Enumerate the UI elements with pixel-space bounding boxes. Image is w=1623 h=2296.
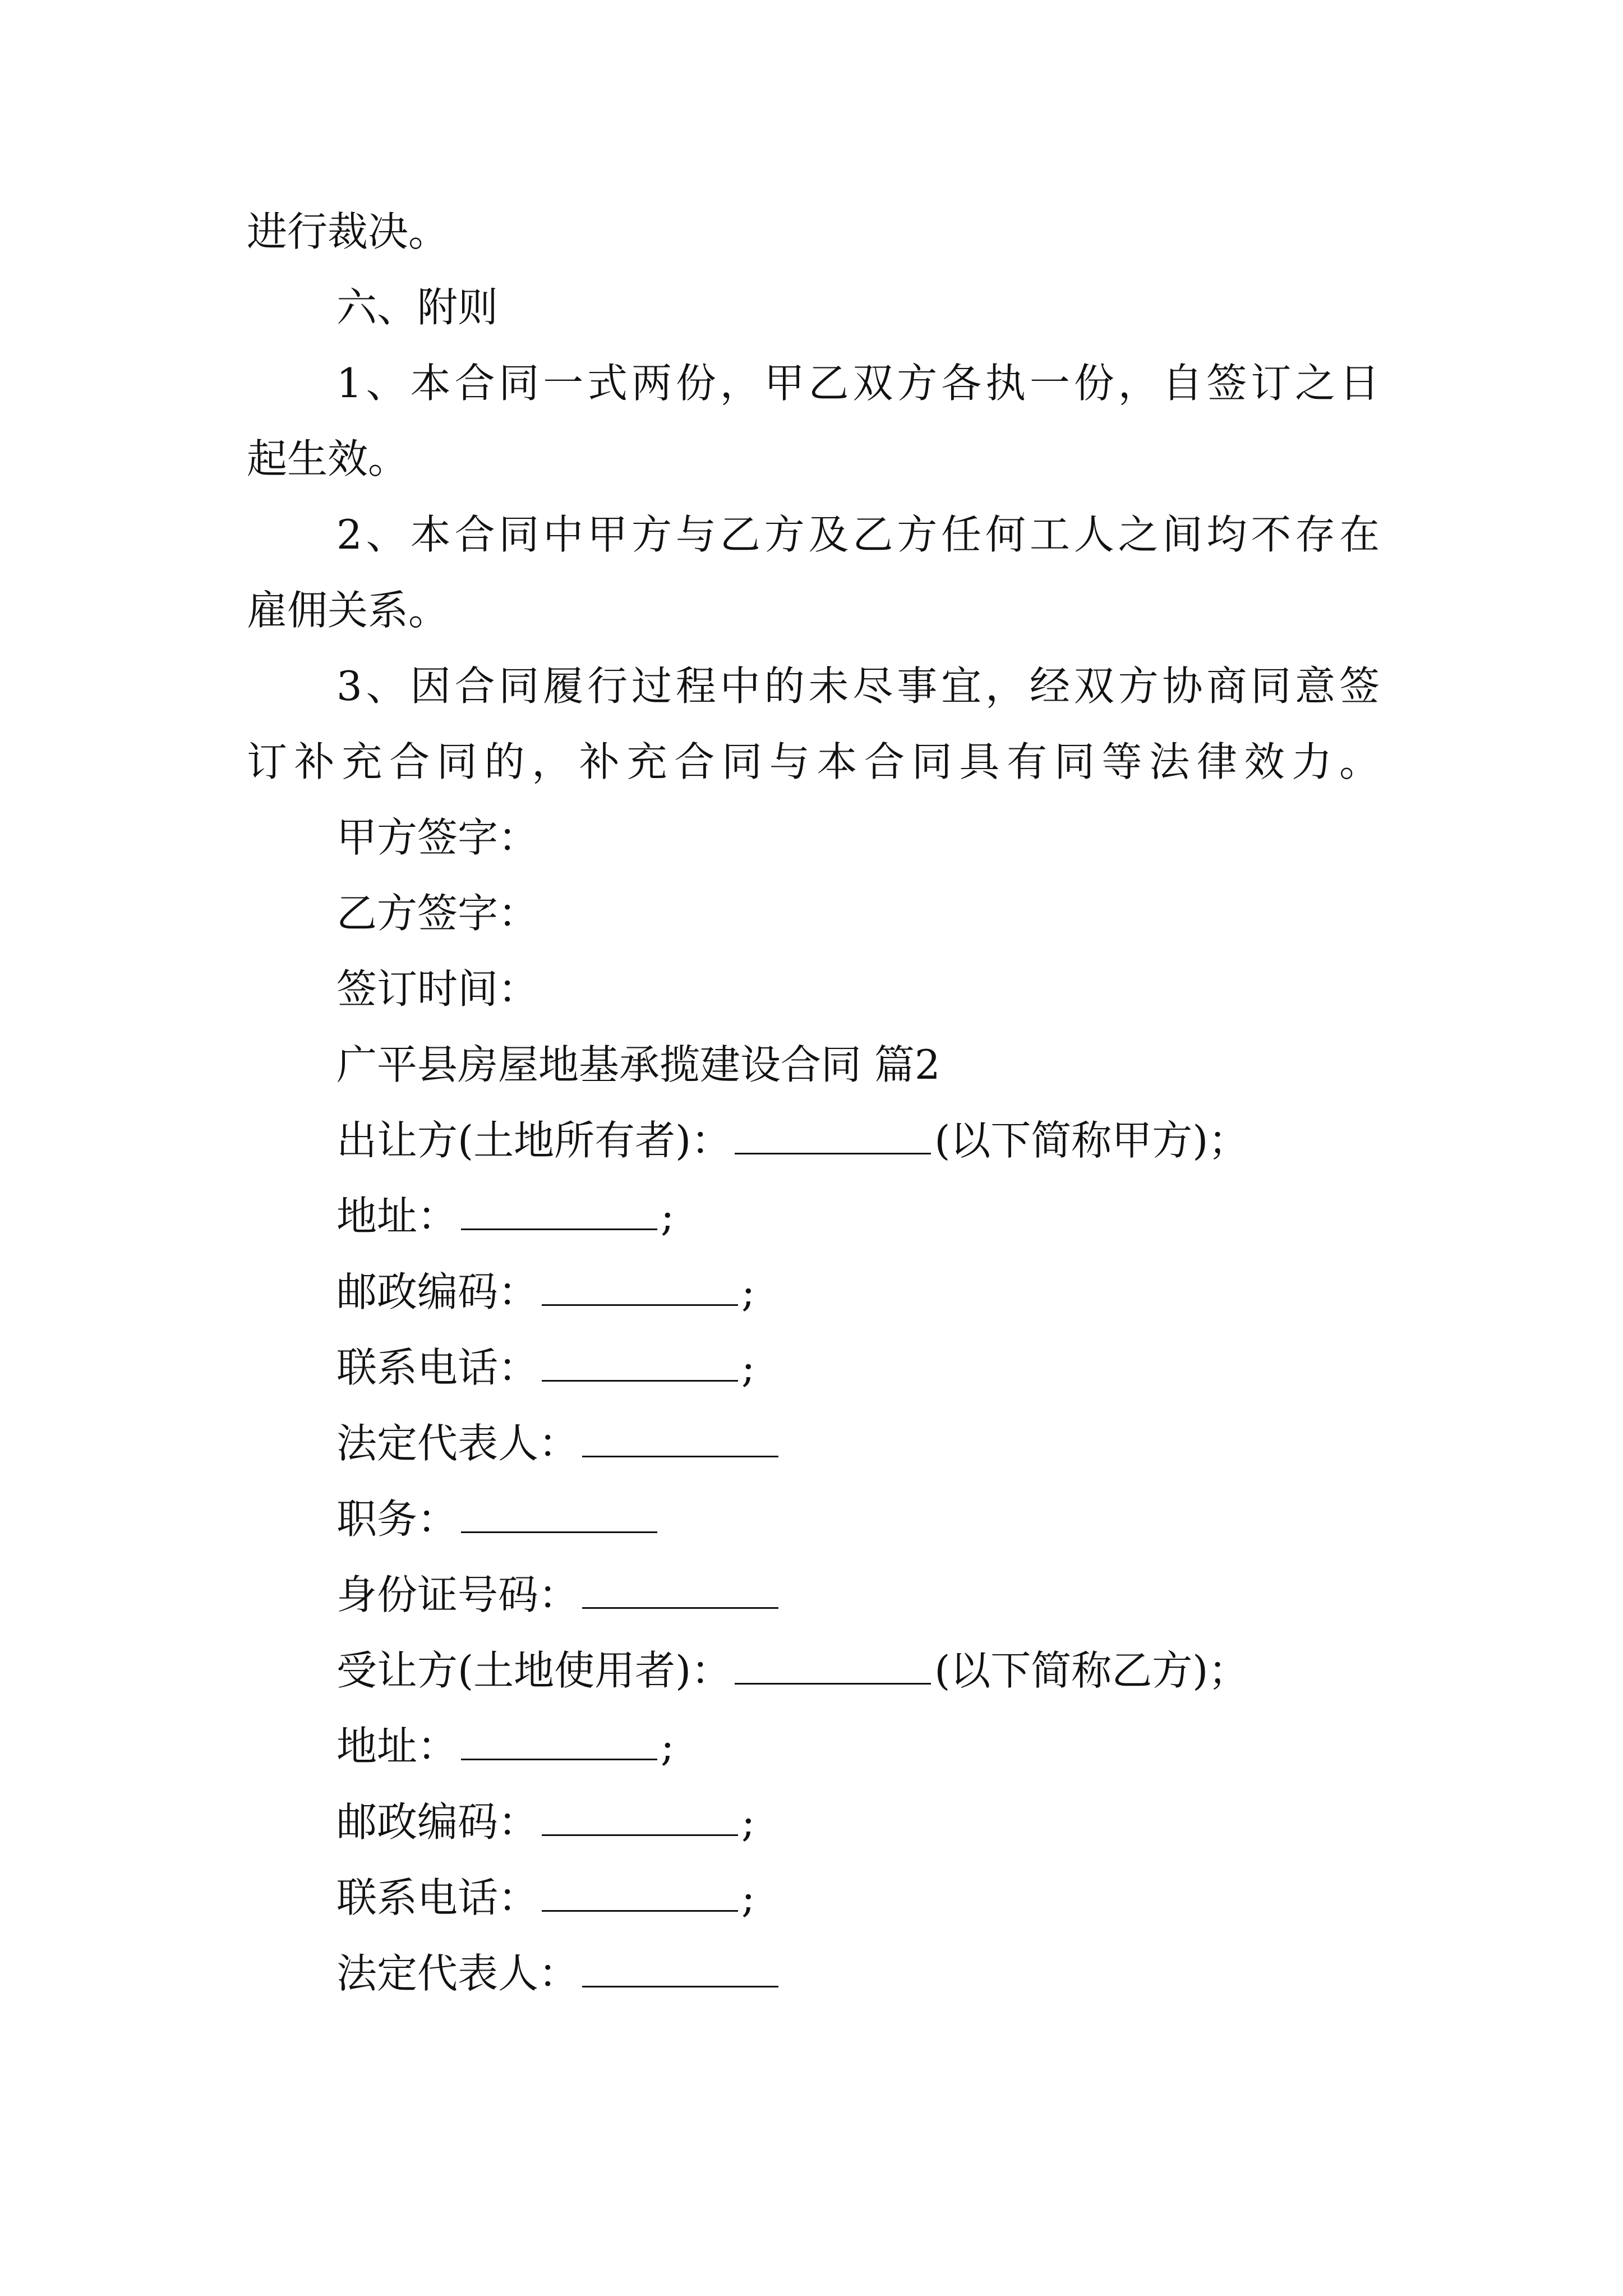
fill-in-blank [542,1340,738,1382]
field-row [336,1718,674,1774]
field-row [336,1415,782,1471]
fill-in-blank [461,1188,657,1230]
field-row [336,1491,661,1547]
field-row [336,1188,674,1244]
paragraph-line: 雇佣关系。 [247,587,449,634]
paragraph-line: 3、因合同履行过程中的未尽事宜，经双方协商同意签 [336,662,1380,710]
field-row [336,1945,782,2001]
paragraph-line: 2、本合同中甲方与乙方及乙方任何工人之间均不存在 [336,511,1380,558]
field-suffix: ; [741,1798,755,1846]
section-heading: 六、附则 [336,284,499,331]
fill-in-blank [582,1415,778,1457]
fill-in-blank [542,1794,738,1836]
field-label: 地址： [336,1723,458,1770]
field-label: 联系电话： [336,1874,539,1921]
field-label: 邮政编码： [336,1268,539,1315]
field-label: 受让方(土地使用者)： [336,1647,732,1694]
field-row [336,1870,755,1926]
fill-in-blank [735,1642,931,1685]
paragraph-line: 起生效。 [247,435,409,482]
field-label: 职务： [336,1496,458,1543]
field-suffix: ; [661,1723,675,1770]
fill-in-blank [461,1718,657,1760]
fill-in-blank [542,1264,738,1306]
signature-line-party-b: 乙方签字： [336,890,539,937]
field-label: 地址： [336,1193,458,1240]
fill-in-blank [582,1567,778,1609]
paragraph-line: 进行裁决。 [247,208,449,255]
field-suffix: ; [741,1268,755,1315]
field-suffix: (以下简称甲方)； [934,1117,1249,1164]
field-row [336,1642,1248,1699]
fill-in-blank [735,1112,931,1154]
paragraph-line: 订补充合同的，补充合同与本合同具有同等法律效力。 [247,738,1380,785]
field-row [336,1794,755,1850]
fill-in-blank [582,1945,778,1987]
field-suffix: ; [661,1193,675,1240]
signing-date-line: 签订时间： [336,965,539,1013]
fill-in-blank [461,1491,657,1533]
field-label: 联系电话： [336,1344,539,1391]
field-suffix: (以下简称乙方)； [934,1647,1249,1694]
field-row [336,1112,1248,1168]
field-label: 法定代表人： [336,1950,579,1997]
paragraph-line: 1、本合同一式两份，甲乙双方各执一份，自签订之日 [336,360,1380,407]
field-label: 身份证号码： [336,1571,579,1618]
field-row [336,1264,755,1320]
field-label: 法定代表人： [336,1420,579,1467]
field-suffix: ; [741,1344,755,1391]
field-row [336,1340,755,1396]
field-row [336,1567,782,1623]
signature-line-party-a: 甲方签字： [336,814,539,861]
document-title: 广平县房屋地基承揽建设合同 篇2 [336,1041,940,1088]
field-suffix: ; [741,1874,755,1921]
fill-in-blank [542,1870,738,1912]
field-label: 出让方(土地所有者)： [336,1117,732,1164]
field-label: 邮政编码： [336,1798,539,1846]
